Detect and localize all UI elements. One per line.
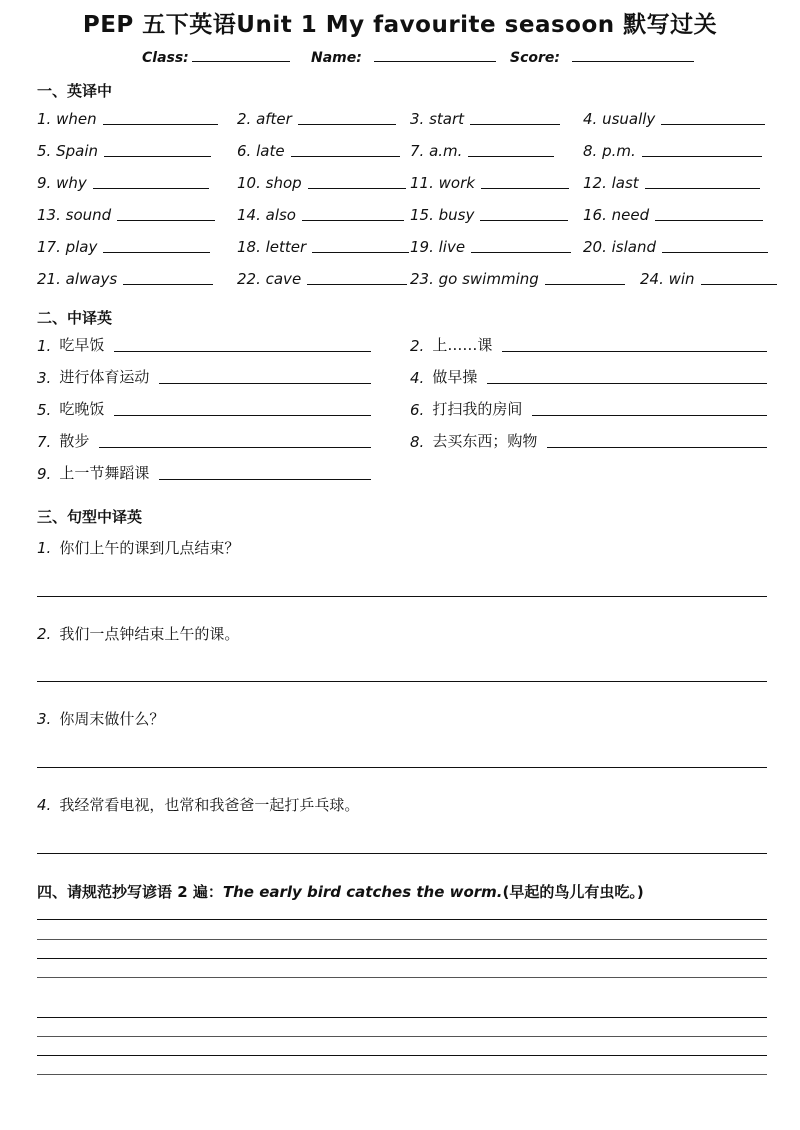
sentence-prompt: 1. 你们上午的课到几点结束？ <box>37 539 240 557</box>
copy-line[interactable] <box>37 1017 767 1018</box>
vocab-item[interactable]: 3. start <box>410 106 560 128</box>
phrase-item[interactable]: 8. 去买东西；购物 <box>410 429 767 451</box>
section-4-title: 四、请规范抄写谚语 2 遍：The early bird catches the worm.(早起的鸟儿有虫吃。) <box>37 883 644 901</box>
copy-line[interactable] <box>37 1074 767 1075</box>
vocab-item[interactable]: 13. sound <box>37 202 215 224</box>
class-label: Class: <box>142 50 189 66</box>
vocab-item[interactable]: 7. a.m. <box>410 138 554 160</box>
name-blank[interactable] <box>374 47 496 62</box>
phrase-item[interactable]: 2. 上……课 <box>410 333 767 355</box>
answer-line[interactable] <box>37 681 767 682</box>
vocab-item[interactable]: 8. p.m. <box>583 138 762 160</box>
page-title: PEP 五下英语Unit 1 My favourite seasoon 默写过关 <box>82 12 718 38</box>
section-3-title: 三、句型中译英 <box>37 508 143 526</box>
answer-line[interactable] <box>37 596 767 597</box>
vocab-item[interactable]: 10. shop <box>237 170 406 192</box>
vocab-item[interactable]: 17. play <box>37 234 210 256</box>
vocab-item[interactable]: 5. Spain <box>37 138 211 160</box>
vocab-item[interactable]: 15. busy <box>410 202 568 224</box>
vocab-item[interactable]: 11. work <box>410 170 569 192</box>
vocab-item[interactable]: 6. late <box>237 138 400 160</box>
vocab-item[interactable]: 23. go swimming <box>410 266 625 288</box>
class-blank[interactable] <box>192 47 290 62</box>
vocab-item[interactable]: 9. why <box>37 170 209 192</box>
copy-line[interactable] <box>37 1036 767 1037</box>
name-label: Name: <box>311 50 362 66</box>
score-blank[interactable] <box>572 47 694 62</box>
phrase-item[interactable]: 1. 吃早饭 <box>37 333 371 355</box>
vocab-item[interactable]: 2. after <box>237 106 396 128</box>
phrase-item[interactable]: 9. 上一节舞蹈课 <box>37 461 371 483</box>
phrase-item[interactable]: 5. 吃晚饭 <box>37 397 371 419</box>
vocab-item[interactable]: 19. live <box>410 234 571 256</box>
name-field[interactable] <box>311 47 496 67</box>
score-label: Score: <box>510 50 560 66</box>
vocab-item[interactable]: 24. win <box>640 266 777 288</box>
copy-line[interactable] <box>37 1055 767 1056</box>
copy-line[interactable] <box>37 958 767 959</box>
vocab-item[interactable]: 4. usually <box>583 106 765 128</box>
sentence-prompt: 4. 我经常看电视，也常和我爸爸一起打乒乓球。 <box>37 796 360 814</box>
sentence-prompt: 3. 你周末做什么？ <box>37 710 165 728</box>
copy-line[interactable] <box>37 977 767 978</box>
section-2-title: 二、中译英 <box>37 309 113 327</box>
vocab-item[interactable]: 21. always <box>37 266 213 288</box>
phrase-item[interactable]: 6. 打扫我的房间 <box>410 397 767 419</box>
phrase-item[interactable]: 7. 散步 <box>37 429 371 451</box>
vocab-item[interactable]: 1. when <box>37 106 218 128</box>
vocab-item[interactable]: 14. also <box>237 202 404 224</box>
vocab-item[interactable]: 18. letter <box>237 234 409 256</box>
answer-line[interactable] <box>37 767 767 768</box>
phrase-item[interactable]: 4. 做早操 <box>410 365 767 387</box>
copy-line[interactable] <box>37 939 767 940</box>
vocab-item[interactable]: 12. last <box>583 170 760 192</box>
vocab-item[interactable]: 16. need <box>583 202 763 224</box>
copy-line[interactable] <box>37 919 767 920</box>
answer-line[interactable] <box>37 853 767 854</box>
phrase-item[interactable]: 3. 进行体育运动 <box>37 365 371 387</box>
section-1-title: 一、英译中 <box>37 82 113 100</box>
sentence-prompt: 2. 我们一点钟结束上午的课。 <box>37 625 240 643</box>
class-field[interactable] <box>142 47 290 67</box>
score-field[interactable] <box>510 47 694 67</box>
vocab-item[interactable]: 22. cave <box>237 266 407 288</box>
vocab-item[interactable]: 20. island <box>583 234 768 256</box>
